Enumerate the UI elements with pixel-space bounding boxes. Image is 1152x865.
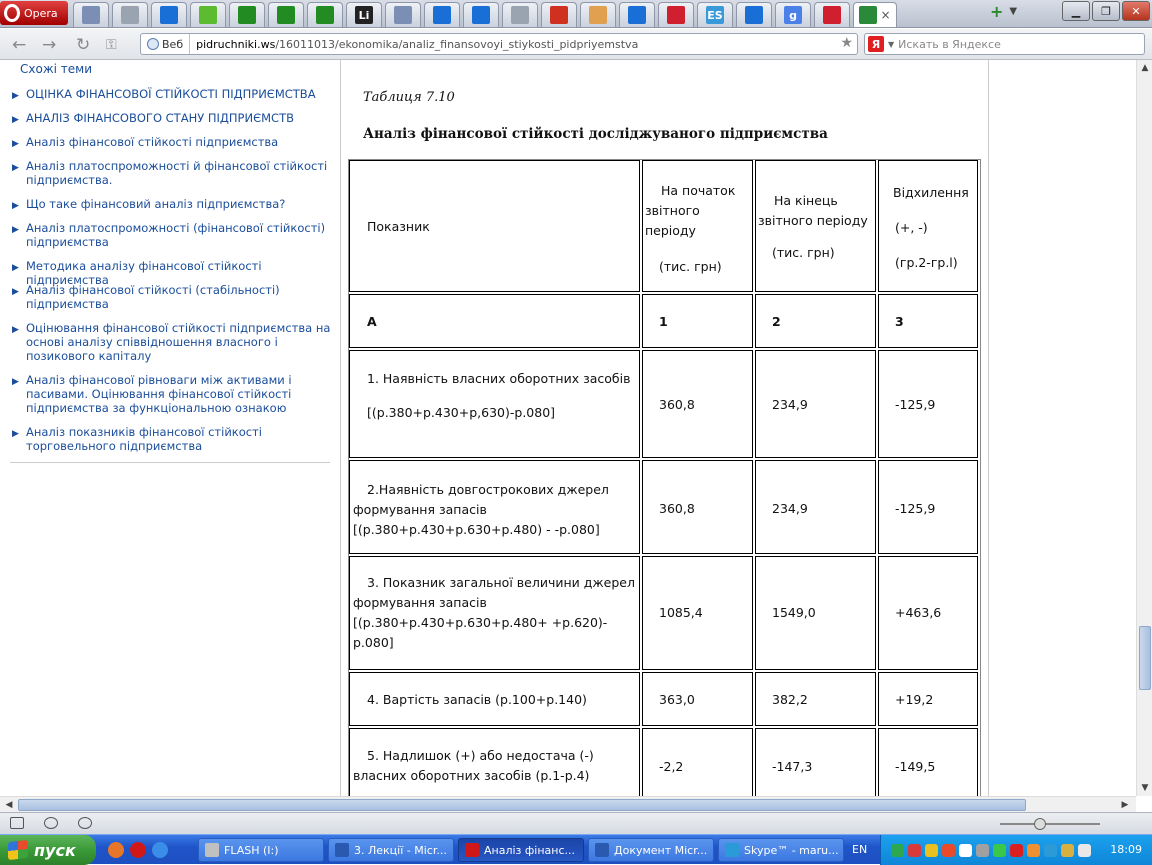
page-icon [82, 6, 100, 24]
scroll-right-arrow-icon[interactable]: ▶ [1121, 800, 1129, 810]
browser-tab[interactable] [619, 2, 655, 27]
books-icon [859, 6, 877, 24]
windows-taskbar [0, 834, 1152, 864]
address-url[interactable] [190, 38, 638, 51]
tray-warning-icon[interactable] [925, 844, 938, 857]
start-button[interactable] [0, 835, 96, 865]
upload-icon [745, 6, 763, 24]
task-app-icon [465, 843, 479, 857]
row3-deviation: +463,6 [878, 556, 978, 670]
tray-antivirus-icon[interactable] [908, 844, 921, 857]
bookmark-star-icon[interactable]: ★ [840, 35, 853, 51]
tray-skype-icon[interactable] [1044, 844, 1057, 857]
header-cell-end [755, 160, 876, 292]
row3-start: 1085,4 [642, 556, 753, 670]
task-app-icon [595, 843, 609, 857]
row4-deviation: +19,2 [878, 672, 978, 726]
tray-acrobat-icon[interactable] [1010, 844, 1023, 857]
header-cell-indicator [349, 160, 640, 292]
row1-formula: [(р.380+р.430+р,630)-р.080] [367, 405, 556, 420]
scroll-up-arrow-icon[interactable]: ▲ [1141, 63, 1149, 73]
taskbar-task[interactable] [198, 838, 324, 862]
scroll-down-arrow-icon[interactable]: ▼ [1141, 783, 1149, 793]
close-window-button[interactable]: ✕ [1122, 1, 1150, 21]
address-bar[interactable] [140, 33, 858, 55]
sidebar-link[interactable] [12, 321, 334, 363]
related-topics-sidebar [0, 60, 340, 796]
tray-volume-icon[interactable] [1027, 844, 1040, 857]
tray-app-icon[interactable] [959, 844, 972, 857]
index-cell-a: А [349, 294, 640, 348]
horizontal-scroll-thumb[interactable] [18, 799, 1026, 811]
address-web-badge[interactable] [141, 34, 190, 54]
browser-tab[interactable] [580, 2, 616, 27]
header-deviation-label: Відхилення [893, 185, 969, 200]
green-x-icon [316, 6, 334, 24]
doc-icon [121, 6, 139, 24]
sidebar-link-label[interactable]: Аналіз показників фінансової стійкості торговельного підприємства [26, 425, 263, 453]
header-end-unit: (тис. грн) [772, 245, 835, 260]
browser-tab[interactable] [736, 2, 772, 27]
row2-deviation: -125,9 [878, 460, 978, 554]
bullet-arrow-icon: ▶ [12, 263, 19, 273]
row4-label-cell [349, 672, 640, 726]
table-title: Аналіз фінансової стійкості досліджуваного підприємства [363, 126, 828, 142]
browser-tab[interactable] [385, 2, 421, 27]
key-icon[interactable]: ⚿ [106, 37, 117, 53]
task-app-icon [335, 843, 349, 857]
google-icon: g [784, 6, 802, 24]
apple-icon [199, 6, 217, 24]
start-label: пуск [34, 840, 76, 860]
row2-start: 360,8 [642, 460, 753, 554]
bullet-arrow-icon: ▶ [12, 287, 19, 297]
red-x-icon [667, 6, 685, 24]
sidebar-link-label[interactable]: Аналіз платоспроможності (фінансової стійкості) підприємства [26, 221, 326, 249]
row5-end: -147,3 [755, 728, 876, 796]
sidebar-link[interactable] [12, 373, 334, 415]
bullet-arrow-icon: ▶ [12, 325, 19, 335]
tab-menu-chevron-icon[interactable]: ▼ [1009, 6, 1018, 17]
browser-tab[interactable] [346, 2, 382, 27]
address-domain: pidruchniki.ws [196, 37, 276, 51]
row2-end: 234,9 [755, 460, 876, 554]
opera-menu-button[interactable] [0, 1, 68, 25]
sidebar-link-label[interactable]: Аналіз фінансової рівноваги між активами і пасивами. Оцінювання фінансової стійкості підприємства за функціональною ознакою [26, 373, 292, 415]
bookshelf-icon [550, 6, 568, 24]
row5-label: 5. Надлишок (+) або недостача (-) власних оборотних засобів (р.1-р.4) [353, 748, 594, 783]
window-controls [1062, 1, 1150, 21]
page-icon [394, 6, 412, 24]
upload-icon [628, 6, 646, 24]
sidebar-link-label[interactable]: Аналіз платоспроможності й фінансової стійкості підприємства. [26, 159, 328, 187]
browser-tab[interactable] [112, 2, 148, 27]
browser-tab[interactable] [541, 2, 577, 27]
bullet-arrow-icon: ▶ [12, 377, 19, 387]
opera-label: Opera [24, 6, 58, 20]
browser-tab[interactable] [814, 2, 850, 27]
browser-tab[interactable] [73, 2, 109, 27]
financial-table [348, 159, 981, 796]
windows-logo-icon [8, 840, 28, 860]
minimize-button[interactable]: ▁ [1062, 1, 1090, 21]
maximize-button[interactable]: ❐ [1092, 1, 1120, 21]
row5-label-cell [349, 728, 640, 796]
article-content [341, 60, 987, 796]
row5-deviation: -149,5 [878, 728, 978, 796]
browser-tab[interactable] [697, 2, 733, 27]
zoom-slider-knob[interactable] [1034, 818, 1046, 830]
sidebar-link-label[interactable]: Аналіз фінансової стійкості (стабільності) підприємства [26, 283, 280, 311]
bullet-arrow-icon: ▶ [12, 429, 19, 439]
tray-update-icon[interactable] [1061, 844, 1074, 857]
bullet-arrow-icon: ▶ [12, 201, 19, 211]
header-end-label: На кінець звітного періоду [758, 193, 868, 228]
tab-controls [990, 2, 1017, 21]
sidebar-link-label[interactable]: ОЦІНКА ФІНАНСОВОЇ СТІЙКОСТІ ПІДПРИЄМСТВА [26, 87, 316, 101]
taskbar-task[interactable] [458, 838, 584, 862]
sidebar-link-label[interactable]: АНАЛІЗ ФІНАНСОВОГО СТАНУ ПІДПРИЄМСТВ [26, 111, 294, 125]
tray-pdf-icon[interactable] [942, 844, 955, 857]
browser-tab[interactable] [190, 2, 226, 27]
task-label: Аналіз фінанс... [484, 843, 576, 857]
browser-tab[interactable] [658, 2, 694, 27]
tray-network-icon[interactable] [976, 844, 989, 857]
li-icon: Li [355, 6, 373, 24]
browser-tab[interactable] [463, 2, 499, 27]
sidebar-divider [10, 462, 330, 463]
vertical-scroll-thumb[interactable] [1139, 626, 1151, 690]
sidebar-link[interactable] [12, 87, 334, 103]
browser-tab[interactable] [775, 2, 811, 27]
row5-start: -2,2 [642, 728, 753, 796]
es-icon: ES [706, 6, 724, 24]
row3-end: 1549,0 [755, 556, 876, 670]
header-start-label: На початок звітного періоду [645, 183, 736, 238]
task-app-icon [725, 843, 739, 857]
row3-label: 3. Показник загальної величини джерел формування запасів [(р.380+р.430+р.630+р.480+ +р.620)-р.080] [353, 575, 635, 650]
vertical-scrollbar[interactable] [1136, 60, 1152, 796]
taskbar-task[interactable] [718, 838, 844, 862]
horizontal-scrollbar[interactable] [0, 796, 1136, 812]
clock: 18:09 [1110, 843, 1142, 856]
header-deviation-sign: (+, -) [895, 220, 928, 235]
upload-icon [433, 6, 451, 24]
sidebar-link[interactable] [12, 221, 334, 249]
doc-icon [511, 6, 529, 24]
header-cell-start [642, 160, 753, 292]
task-app-icon [205, 843, 219, 857]
search-placeholder: Искать в Яндексе [898, 37, 1001, 51]
browser-tab[interactable] [307, 2, 343, 27]
header-start-unit: (тис. грн) [659, 259, 722, 274]
address-path: /16011013/ekonomika/analiz_finansovoyi_stiykosti_pidpriyemstva [275, 37, 639, 51]
chart-icon [589, 6, 607, 24]
row1-deviation: -125,9 [878, 350, 978, 458]
speed-dial-icon[interactable] [78, 817, 92, 829]
sidebar-link-label[interactable]: Аналіз фінансової стійкості підприємства [26, 135, 279, 149]
close-tab-icon[interactable]: × [880, 8, 891, 22]
scroll-left-arrow-icon[interactable]: ◀ [5, 800, 13, 810]
browser-tab[interactable] [229, 2, 265, 27]
row1-label-cell [349, 350, 640, 458]
browser-status-bar [0, 812, 1152, 834]
right-column-divider [988, 60, 989, 796]
browser-tab[interactable] [268, 2, 304, 27]
header-cell-deviation [878, 160, 978, 292]
bullet-arrow-icon: ▶ [12, 91, 19, 101]
info-icon [160, 6, 178, 24]
browser-tab[interactable] [424, 2, 460, 27]
bullet-arrow-icon: ▶ [12, 139, 19, 149]
cloud-icon[interactable] [44, 817, 58, 829]
opera-logo-icon [4, 4, 20, 22]
yandex-icon[interactable]: Я [868, 36, 884, 52]
new-tab-icon[interactable]: + [990, 2, 1004, 21]
index-cell-1: 1 [642, 294, 753, 348]
green-x-icon [238, 6, 256, 24]
sidebar-link[interactable] [12, 425, 334, 453]
back-arrow-icon[interactable]: ← [12, 35, 27, 55]
browser-tab[interactable] [853, 2, 897, 27]
sidebar-link-label[interactable]: Що таке фінансовий аналіз підприємства? [26, 197, 286, 211]
row1-start: 360,8 [642, 350, 753, 458]
row4-label: 4. Вартість запасів (р.100+р.140) [367, 692, 587, 707]
bullet-arrow-icon: ▶ [12, 225, 19, 235]
row4-start: 363,0 [642, 672, 753, 726]
upload-icon [472, 6, 490, 24]
row2-label: 2.Наявність довгострокових джерел формування запасів [(р.380+р.430+р.630+р.480) - -р.080] [353, 482, 609, 537]
tray-check-icon[interactable] [993, 844, 1006, 857]
index-cell-3: 3 [878, 294, 978, 348]
task-label: 3. Лекції - Micr... [354, 843, 447, 857]
task-label: Skype™ - maru... [744, 843, 839, 857]
task-label: FLASH (I:) [224, 843, 279, 857]
forward-arrow-icon[interactable]: → [42, 35, 57, 55]
header-deviation-formula: (гр.2-гр.l) [895, 255, 958, 270]
address-web-label: Веб [162, 37, 184, 51]
row1-label: 1. Наявність власних оборотних засобів [367, 371, 631, 386]
language-indicator[interactable]: EN [852, 843, 868, 856]
row4-end: 382,2 [755, 672, 876, 726]
taskbar-task[interactable] [328, 838, 454, 862]
browser-tab[interactable] [502, 2, 538, 27]
search-box[interactable] [864, 33, 1145, 55]
sidebar-link-label[interactable]: Оцінювання фінансової стійкості підприємства на основі аналізу співвідношення власного і позикового капіталу [26, 321, 331, 363]
tray-sound-icon[interactable] [1078, 844, 1091, 857]
taskbar-task[interactable] [588, 838, 714, 862]
row2-label-cell [349, 460, 640, 554]
tray-shield-icon[interactable] [891, 844, 904, 857]
panel-toggle-icon[interactable] [10, 817, 24, 829]
browser-tab[interactable] [151, 2, 187, 27]
firefox-icon[interactable] [108, 842, 124, 858]
reload-icon[interactable]: ↻ [76, 35, 91, 55]
row1-end: 234,9 [755, 350, 876, 458]
ie-icon[interactable] [152, 842, 168, 858]
globe-icon [147, 38, 159, 50]
sidebar-title: Схожі теми [20, 62, 93, 76]
sidebar-link[interactable] [12, 135, 334, 151]
sidebar-link[interactable] [12, 283, 334, 311]
header-indicator-label: Показник [367, 219, 430, 234]
sidebar-link[interactable] [12, 159, 334, 187]
green-x-icon [277, 6, 295, 24]
sidebar-link[interactable] [12, 197, 334, 213]
bullet-arrow-icon: ▶ [12, 115, 19, 125]
zoom-slider[interactable] [1000, 823, 1100, 825]
sidebar-link-label[interactable]: Методика аналізу фінансової стійкості підприємства [26, 259, 262, 287]
search-engine-chevron-icon[interactable]: ▼ [888, 39, 895, 49]
red-x-icon [823, 6, 841, 24]
index-cell-2: 2 [755, 294, 876, 348]
bullet-arrow-icon: ▶ [12, 163, 19, 173]
opera-quick-icon[interactable] [130, 842, 146, 858]
row3-label-cell [349, 556, 640, 670]
browser-tab-bar [0, 0, 1152, 28]
table-caption: Таблиця 7.10 [363, 90, 455, 105]
navigation-bar [0, 29, 1152, 60]
sidebar-link[interactable] [12, 111, 334, 127]
task-label: Документ Micr... [614, 843, 708, 857]
